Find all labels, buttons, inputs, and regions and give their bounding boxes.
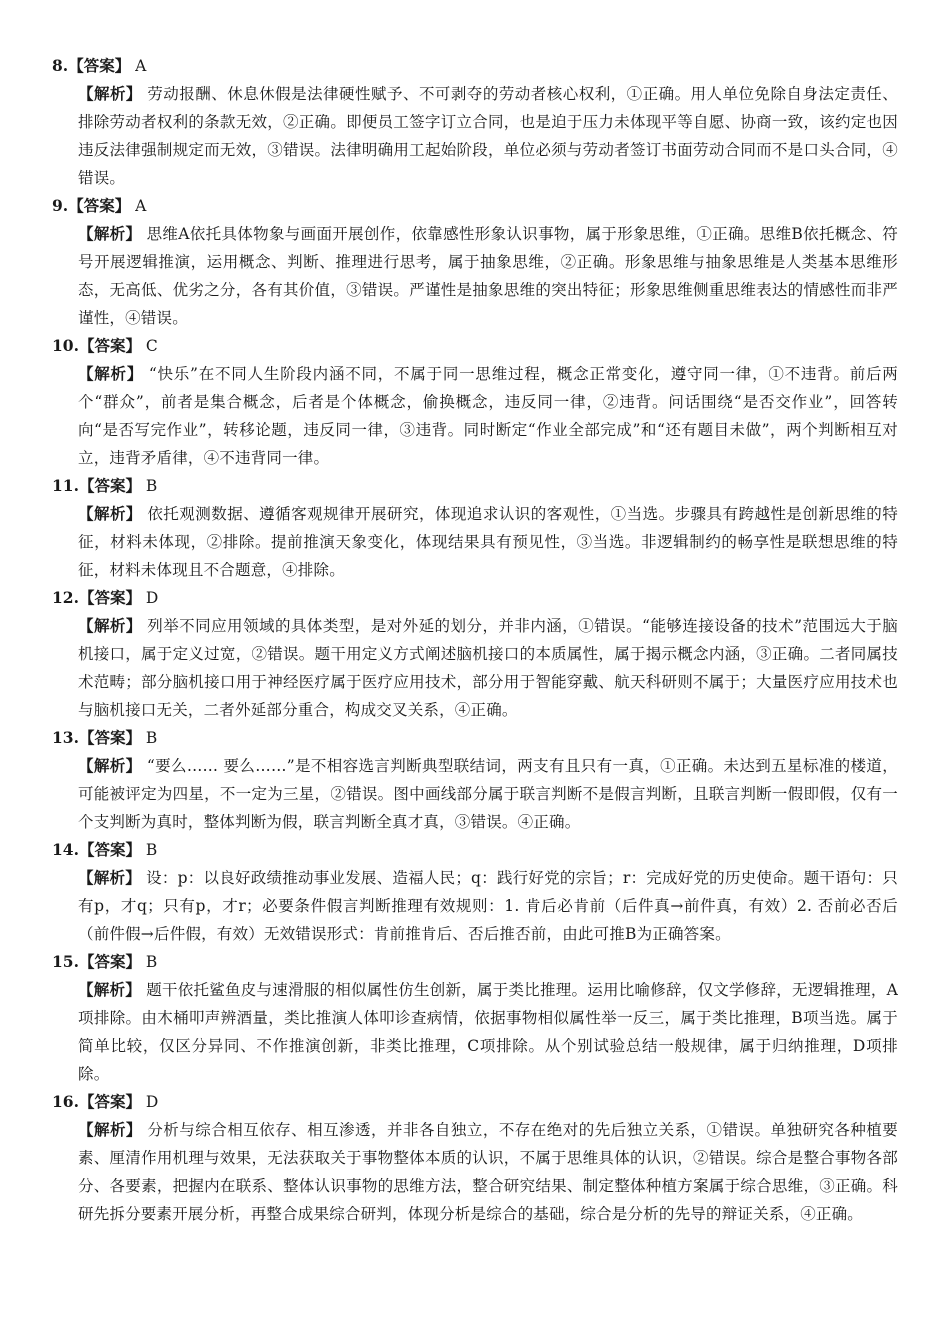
question-item xyxy=(52,192,898,332)
answer-value: D xyxy=(145,1093,159,1111)
question-number: 16. xyxy=(52,1092,79,1111)
question-number: 14. xyxy=(52,840,79,859)
answer-value: A xyxy=(135,197,147,215)
answer-line xyxy=(52,724,898,752)
question-item xyxy=(52,584,898,724)
question-item xyxy=(52,332,898,472)
answer-value: B xyxy=(145,477,158,495)
explanation-text: 题干依托鲨鱼皮与速滑服的相似属性仿生创新，属于类比推理。运用比喻修辞，仅文学修辞，无逻辑推理，A项排除。由木桶叩声辨酒量，类比推演人体叩诊查病情，依据事物相似属性举一反三，属于类比推理，B项当选。属于简单比较，仅区分异同、不作推演创新，非类比推理，C项排除。从个别试验总结一般规律，属于归纳推理，D项排除。 xyxy=(78,981,898,1083)
answer-line xyxy=(52,472,898,500)
question-number: 11. xyxy=(52,476,79,495)
answer-line xyxy=(52,836,898,864)
answer-tag: 【答案】 xyxy=(78,728,141,747)
answer-tag: 【答案】 xyxy=(68,56,131,75)
answer-line xyxy=(52,192,898,220)
answer-tag: 【答案】 xyxy=(78,840,141,859)
explanation-paragraph xyxy=(78,1116,898,1228)
explanation-text: 分析与综合相互依存、相互渗透，并非各自独立，不存在绝对的先后独立关系，①错误。单独研究各种植要素、厘清作用机理与效果，无法获取关于事物整体本质的认识，不属于思维具体的认识，②错误。综合是整合事物各部分、各要素，把握内在联系、整体认识事物的思维方法，整合研究结果、制定整体种植方案属于综合思维，③正确。科研先拆分要素开展分析，再整合成果综合研判，体现分析是综合的基础，综合是分析的先导的辩证关系，④正确。 xyxy=(78,1121,898,1223)
explanation-text: “要么…… 要么……”是不相容选言判断典型联结词，两支有且只有一真，①正确。未达到五星标准的楼道，可能被评定为四星，不一定为三星，②错误。图中画线部分属于联言判断不是假言判断，且联言判断一假即假，仅有一个支判断为真时，整体判断为假，联言判断全真才真，③错误。④正确。 xyxy=(78,757,898,831)
answer-line xyxy=(52,1088,898,1116)
explain-tag: 【解析】 xyxy=(78,504,142,523)
answer-tag: 【答案】 xyxy=(78,476,141,495)
answer-tag: 【答案】 xyxy=(78,952,141,971)
answer-value: B xyxy=(145,841,158,859)
answer-tag: 【答案】 xyxy=(78,1092,141,1111)
explanation-paragraph xyxy=(78,500,898,584)
answer-value: C xyxy=(145,337,158,355)
answer-value: B xyxy=(145,729,158,747)
explanation-paragraph xyxy=(78,80,898,192)
explain-tag: 【解析】 xyxy=(78,224,142,243)
answer-line xyxy=(52,948,898,976)
question-item xyxy=(52,472,898,584)
explanation-paragraph xyxy=(78,612,898,724)
explain-tag: 【解析】 xyxy=(78,84,142,103)
question-item xyxy=(52,948,898,1088)
explanation-paragraph xyxy=(78,864,898,948)
answer-tag: 【答案】 xyxy=(78,588,141,607)
question-number: 13. xyxy=(52,728,79,747)
explain-tag: 【解析】 xyxy=(78,980,142,999)
explain-tag: 【解析】 xyxy=(78,616,142,635)
explanation-text: “快乐”在不同人生阶段内涵不同，不属于同一思维过程，概念正常变化，遵守同一律，①不违背。前后两个“群众”，前者是集合概念，后者是个体概念，偷换概念，违反同一律，②违背。问话围绕“是否交作业”，回答转向“是否写完作业”，转移论题，违反同一律，③违背。同时断定“作业全部完成”和“还有题目未做”，两个判断相互对立，违背矛盾律，④不违背同一律。 xyxy=(78,365,898,467)
answer-line xyxy=(52,584,898,612)
answer-value: D xyxy=(145,589,159,607)
question-number: 8. xyxy=(52,56,69,75)
answer-value: B xyxy=(145,953,158,971)
explanation-paragraph xyxy=(78,220,898,332)
answer-line xyxy=(52,52,898,80)
explain-tag: 【解析】 xyxy=(78,868,141,887)
question-item xyxy=(52,52,898,192)
explanation-text: 依托观测数据、遵循客观规律开展研究，体现追求认识的客观性，①当选。步骤具有跨越性是创新思维的特征，材料未体现，②排除。提前推演天象变化，体现结果具有预见性，③当选。非逻辑制约的畅享性是联想思维的特征，材料未体现且不合题意，④排除。 xyxy=(78,505,898,579)
explanation-text: 思维A依托具体物象与画面开展创作，依靠感性形象认识事物，属于形象思维，①正确。思维B依托概念、符号开展逻辑推演，运用概念、判断、推理进行思考，属于抽象思维，②正确。形象思维与抽象思维是人类基本思维形态，无高低、优劣之分，各有其价值，③错误。严谨性是抽象思维的突出特征；形象思维侧重思维表达的情感性而非严谨性，④错误。 xyxy=(78,225,898,327)
explanation-paragraph xyxy=(78,976,898,1088)
explain-tag: 【解析】 xyxy=(78,364,144,383)
question-item xyxy=(52,836,898,948)
question-number: 9. xyxy=(52,196,69,215)
explanation-paragraph xyxy=(78,360,898,472)
question-number: 12. xyxy=(52,588,79,607)
explanation-paragraph xyxy=(78,752,898,836)
answer-tag: 【答案】 xyxy=(68,196,131,215)
explanation-text: 劳动报酬、休息休假是法律硬性赋予、不可剥夺的劳动者核心权利，①正确。用人单位免除自身法定责任、排除劳动者权利的条款无效，②正确。即便员工签字订立合同，也是迫于压力未体现平等自愿、协商一致，该约定也因违反法律强制规定而无效，③错误。法律明确用工起始阶段，单位必须与劳动者签订书面劳动合同而不是口头合同，④错误。 xyxy=(78,85,898,187)
explain-tag: 【解析】 xyxy=(78,1120,142,1139)
answer-tag: 【答案】 xyxy=(78,336,141,355)
explanation-text: 列举不同应用领域的具体类型，是对外延的划分，并非内涵，①错误。“能够连接设备的技术”范围远大于脑机接口，属于定义过宽，②错误。题干用定义方式阐述脑机接口的本质属性，属于揭示概念内涵，③正确。二者同属技术范畴；部分脑机接口用于神经医疗属于医疗应用技术，部分用于智能穿戴、航天科研则不属于；大量医疗应用技术也与脑机接口无关，二者外延部分重合，构成交叉关系，④正确。 xyxy=(78,617,898,719)
question-number: 10. xyxy=(52,336,79,355)
question-item xyxy=(52,724,898,836)
question-item xyxy=(52,1088,898,1228)
explain-tag: 【解析】 xyxy=(78,756,142,775)
question-number: 15. xyxy=(52,952,79,971)
answer-line xyxy=(52,332,898,360)
answer-value: A xyxy=(135,57,147,75)
explanation-text: 设：p：以良好政绩推动事业发展、造福人民；q：践行好党的宗旨；r：完成好党的历史使命。题干语句：只有p，才q；只有p，才r；必要条件假言判断推理有效规则：1. 肯后必肯前（后件真→前件真，有效）2. 否前必否后（前件假→后件假，有效）无效错误形式：肯前推肯后、否后推否前，由此可推B为正确答案。 xyxy=(78,869,898,943)
